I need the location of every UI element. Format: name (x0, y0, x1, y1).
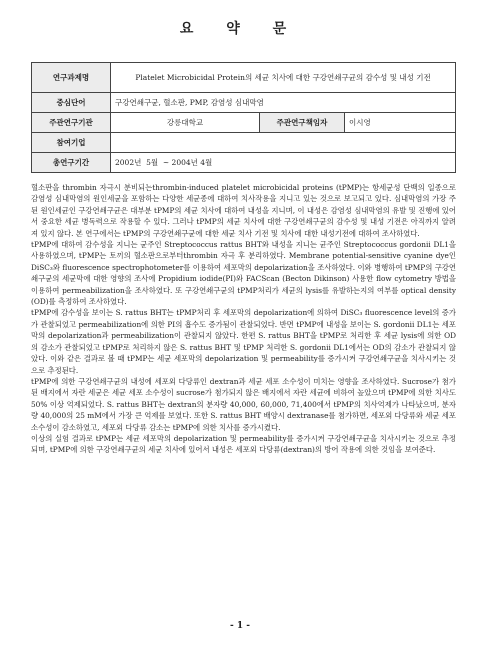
project-value: Platelet Microbicidal Protein의 세균 치사에 대한 구강연쇄구균의 감수성 및 내성 기전 (111, 63, 456, 93)
abstract-paragraph: tPMP에 의한 구강연쇄구균의 내성에 세포외 다당류인 dextran과 세균 세포 소수성이 미치는 영향을 조사하였다. Sucrose가 첨가된 배지에서 자란 세균은 세균 세포 소수성이 sucrose가 첨가되지 않은 배지에서 자란 세균에 비하여 높았으며 tPMP에 의한 치사도 50% 이상 억제되었다. S. rattus BHT는 dextran의 분자량 40,000, 60,000, 71,400에서 tPMP의 치사억제가 나타났으며, 분자량 40,000의 25 mM에서 가장 큰 억제를 보였다. 또한 S. rattus BHT 배양시 dextranase를 첨가하면, 세포외 다당류와 세균 세포 소수성이 감소하였고, 세포외 다당류 감소는 tPMP에 의한 치사를 증가시켰다. (31, 376, 456, 432)
period-label: 총연구기간 (32, 153, 111, 173)
org-value: 강릉대학교 (111, 113, 260, 133)
abstract-paragraph: 이상의 실험 결과로 tPMP는 세균 세포막의 depolarization 및 permeability를 증가시켜 구강연쇄구균을 치사시키는 것으로 추정되며, tPMP에 의한 구강연쇄구균의 세균 치사에 있어서 내성은 세포외 다당류(dextran)의 방어 작용에 의한 것임을 보여준다. (31, 433, 456, 455)
summary-info-table (31, 62, 456, 173)
abstract-paragraph: 혈소판을 thrombin 자극시 분비되는thrombin-induced platelet microbicidal proteins (tPMP)는 항세균성 단백의 일종으로 감염성 심내막염의 원인세균을 포함하는 다양한 세균종에 대하여 치사작용을 지니고 있는 것으로 보고되고 있다. 심내막염의 가장 주된 원인세균인 구강연쇄구균은 대부분 tPMP의 세균 치사에 대하여 내성을 지니며, 이 내성은 감염성 심내막염의 유발 및 진행에 있어서 중요한 세균 병독력으로 작용할 수 있다. 그러나 tPMP의 세균 치사에 대한 구강연쇄구균의 감수성 및 내성 기전은 아직까지 알려져 있지 않다. 본 연구에서는 tPMP의 구강연쇄구균에 대한 세균 치사 기전 및 치사에 대한 내성기전에 대하여 조사하였다. (31, 183, 456, 238)
keywords-label: 중심단어 (32, 93, 111, 113)
partner-label: 참여기업 (32, 133, 111, 153)
period-value: 2002년 5월 ~ 2004년 4월 (111, 153, 456, 173)
page-title: 요 약 문 (179, 21, 301, 37)
abstract-paragraph: tPMP에 대하여 감수성을 지니는 균주인 Streptococcus rattus BHT와 내성을 지니는 균주인 Streptococcus gordonii DL1을 사용하였으며, tPMP는 토끼의 혈소판으로부터thrombin 자극 후 분리하였다. Membrane potential-sensitive cyanine dye인 DiSC₃와 fluorescence spectrophotometer를 이용하여 세포막의 depolarization을 조사하였다. 이와 병행하여 tPMP의 구강연쇄구균의 세균막에 대한 영향의 조사에 Propidium iodide(PI)와 FACScan (Becton Dikinson) 사용한 flow cytometry 방법을 이용하여 permeabilization을 조사하였다. 또 구강연쇄구균의 tPMP처리가 세균의 lysis를 유발하는지의 여부를 optical density (OD)를 측정하여 조사하였다. (31, 240, 456, 307)
org-label: 주관연구기관 (32, 113, 111, 133)
project-label: 연구과제명 (32, 63, 111, 93)
keywords-value: 구강연쇄구균, 혈소판, PMP, 감염성 심내막염 (111, 93, 456, 113)
page-number: - 1 - (230, 621, 250, 631)
pi-label: 주관연구책임자 (260, 113, 345, 133)
partner-value (111, 133, 456, 153)
abstract-body (31, 182, 456, 456)
abstract-paragraph: tPMP에 감수성을 보이는 S. rattus BHT는 tPMP처리 후 세포막의 depolarization에 의하여 DiSC₃ fluorescence level의 증가가 관찰되었고 permeabilization에 의한 PI의 흡수도 증가됨이 관찰되었다. 반면 tPMP에 내성을 보이는 S. gordonii DL1는 세포막의 depolarization과 permeabilization이 관찰되지 않았다. 한편 S. rattus BHT을 tPMP로 처리한 후 세균 lysis에 의한 OD의 감소가 관찰되었고 tPMP로 처리하지 않은 S. rattus BHT 및 tPMP 처리한 S. gordonii DL1에서는 OD의 감소가 관찰되지 않았다. 이와 같은 결과로 볼 때 tPMP는 세균 세포막의 depolarization 및 permeability를 증가시켜 구강연쇄구균을 치사시키는 것으로 추정된다. (31, 308, 456, 375)
pi-value: 이시영 (345, 113, 456, 133)
